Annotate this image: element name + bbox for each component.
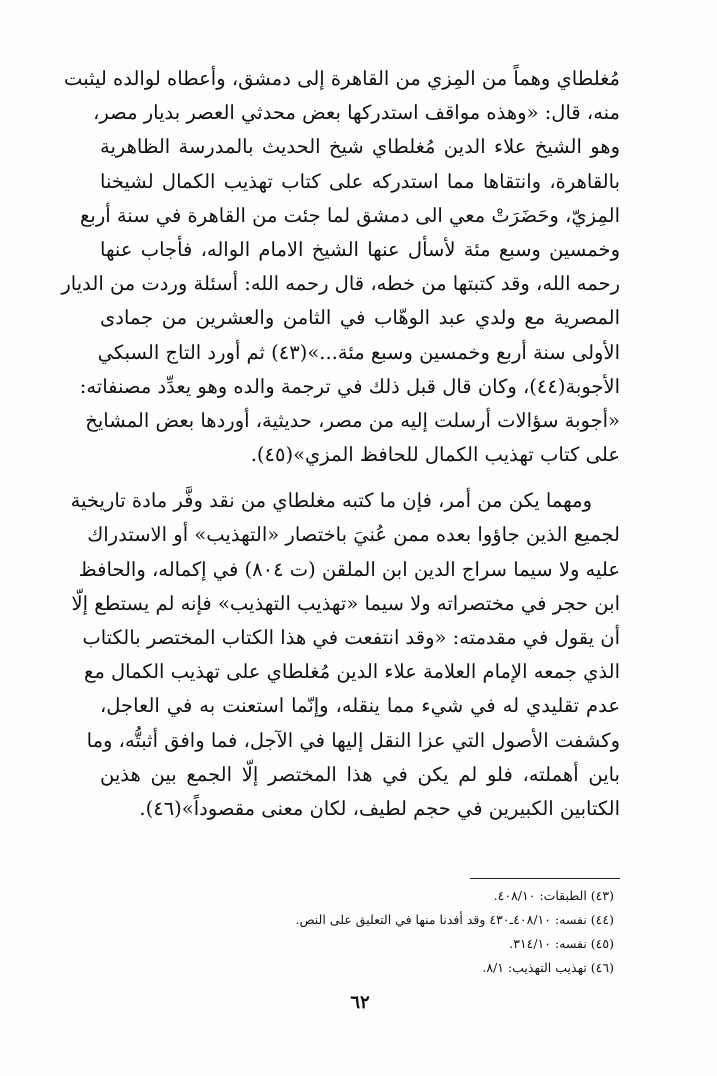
text-line: وخمسين وسبع مئة لأسأل عنها الشيخ الامام الواله، فأجاب عنها bbox=[100, 237, 620, 261]
footnote-separator bbox=[470, 878, 620, 879]
text-line: أن يقول في مقدمته: «وقد انتفعت في هذا الكتاب المختصر بالكتاب bbox=[82, 626, 620, 649]
text-line: الكتابين الكبيرين في حجم لطيف، لكان معنى مقصوداً»(٤٦). bbox=[139, 796, 620, 820]
text-line: باين أهملته، فلو لم يكن في هذا المختصر إلّا الجمع بين هذين bbox=[100, 762, 620, 786]
text-line: مُغلطاي وهماً من المِزي من القاهرة إلى دمشق، وأعطاه لوالده ليثبت bbox=[64, 67, 620, 90]
text-line: «أجوبة سؤالات أرسلت إليه من مصر، حديثية، أوردها بعض المشايخ bbox=[85, 408, 620, 432]
text-line: عدم تقليدي له في شيء مما ينقله، وإنّما استعنت به في العاجل، bbox=[100, 694, 620, 718]
text-line: منه، قال: «وهذه مواقف استدركها بعض محدثي العصر بديار مصر، bbox=[93, 101, 620, 125]
text-line: ابن حجر في مختصراته ولا سيما «تهذيب التهذيب» فإنه لم يستطع إلّا bbox=[71, 591, 620, 615]
paragraph-gap bbox=[100, 472, 620, 484]
text-line: عليه ولا سيما سراج الدين ابن الملقن (ت ٨٠٤) في إكماله، والحافظ bbox=[78, 557, 620, 581]
text-line: الذي جمعه الإمام العلامة علاء الدين مُغلطاي على تهذيب الكمال مع bbox=[83, 660, 620, 684]
body-text bbox=[61, 62, 620, 826]
text-line: بالقاهرة، وانتقاها مما استدركه على كتاب تهذيب الكمال لشيخنا bbox=[100, 169, 620, 193]
page-number: ٦٢ bbox=[350, 992, 370, 1013]
text-line: الأجوبة(٤٤)، وكان قال قبل ذلك في ترجمة والده وهو يعدِّد مصنفاته: bbox=[79, 374, 620, 398]
footnote: (٤٦) تهذيب التهذيب: ٨/١. bbox=[482, 960, 614, 975]
footnote: (٤٥) نفسه: ٣١٤/١٠. bbox=[509, 936, 614, 951]
text-line: المِزيّ، وحَضَرَتْ معي الى دمشق لما جئت من القاهرة في سنة أربع bbox=[80, 203, 620, 227]
footnote: (٤٣) الطبقات: ٤٠٨/١٠. bbox=[493, 888, 614, 903]
text-line: ومهما يكن من أمر، فإن ما كتبه مغلطاي من نقد وفَّر مادة تاريخية bbox=[70, 489, 592, 513]
footnote: (٤٤) نفسه: ٤٠٨/١٠ـ٤٣٠ وقد أفدنا منها في التعليق على النص. bbox=[295, 912, 614, 927]
text-line: رحمه الله، وقد كتبتها من خطه، قال رحمه الله: أسئلة وردت من الديار bbox=[61, 272, 620, 296]
footnotes bbox=[200, 884, 620, 980]
text-line: المصرية مع ولدي عبد الوهّاب في الثامن والعشرين من جمادى bbox=[100, 306, 620, 330]
text-line: على كتاب تهذيب الكمال للحافظ المزي»(٤٥). bbox=[250, 443, 620, 467]
text-line: وهو الشيخ علاء الدين مُغلطاي شيخ الحديث بالمدرسة الظاهرية bbox=[100, 135, 620, 159]
text-line: وكشفت الأصول التي عزا النقل إليها في الآجل، فما وافق أثبتُّه، وما bbox=[86, 728, 620, 752]
text-line: لجميع الذين جاؤوا بعده ممن عُنيَ باختصار «التهذيب» أو الاستدراك bbox=[87, 523, 620, 547]
text-line: الأولى سنة أربع وخمسين وسبع مئة...»(٤٣) ثم أورد التاج السبكي bbox=[97, 340, 620, 364]
